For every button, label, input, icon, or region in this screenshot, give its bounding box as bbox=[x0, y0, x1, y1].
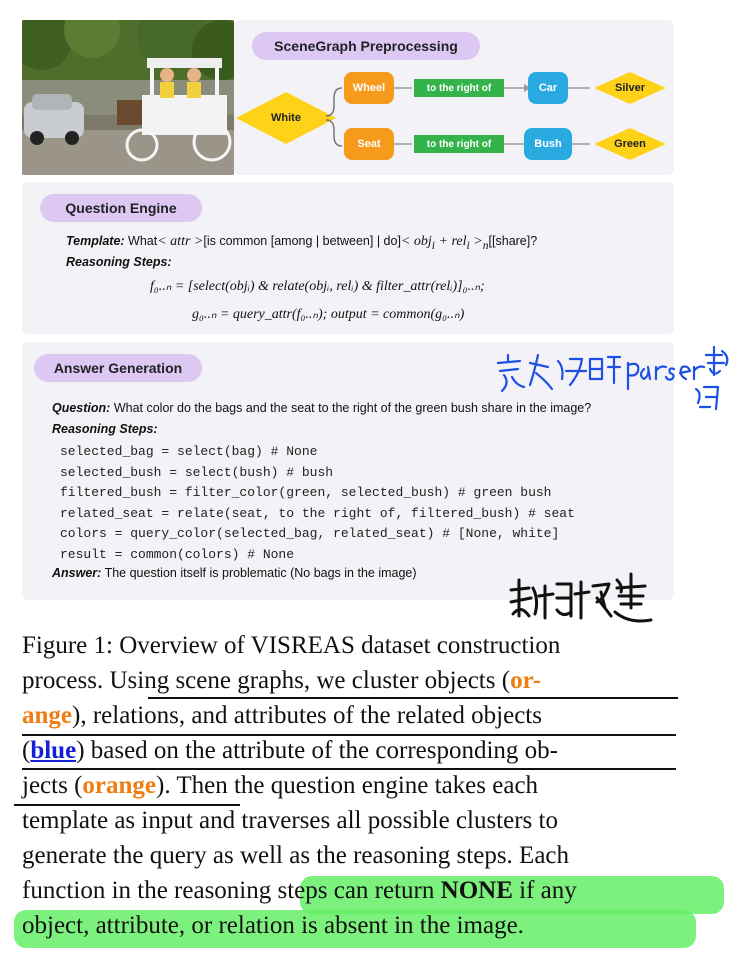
scene-photo-illustration bbox=[22, 20, 234, 175]
template-label: Template: bbox=[66, 234, 125, 248]
code-line: result = common(colors) # None bbox=[60, 546, 295, 562]
scene-graph-panel bbox=[234, 20, 674, 175]
template-attr-placeholder: < attr > bbox=[157, 234, 204, 249]
attribute-label-bottom: Green bbox=[614, 138, 646, 150]
question-engine-panel bbox=[22, 182, 674, 334]
code-line: filtered_bush = filter_color(green, selected_bush) # green bush bbox=[60, 485, 552, 501]
answer-generation-title: Answer Generation bbox=[34, 354, 202, 382]
answer-label: Answer: bbox=[52, 566, 102, 580]
question-engine-title: Question Engine bbox=[40, 194, 202, 222]
caption-line-6: template as input and traverses all possible clusters to bbox=[22, 807, 558, 834]
question-label: Question: bbox=[52, 401, 111, 415]
answer-line bbox=[52, 566, 417, 580]
question-text: What color do the bags and the seat to the right of the green bush share in the image? bbox=[110, 401, 592, 415]
caption-line-2: process. Using scene graphs, we cluster objects (or- bbox=[22, 667, 542, 694]
handwritten-parser-note-strokes bbox=[490, 333, 738, 423]
template-obj-placeholder: < $obj_i + rel_i >_n$ bbox=[400, 234, 489, 252]
code-line: selected_bush = select(bush) # bush bbox=[60, 464, 334, 480]
parser-note-text bbox=[490, 333, 491, 334]
relation-node-top: to the right of bbox=[414, 79, 504, 97]
code-block bbox=[60, 442, 575, 566]
caption-line-5: jects (orange). Then the question engine takes each bbox=[22, 772, 539, 799]
attribute-label-top: Silver bbox=[615, 82, 645, 94]
caption-line-1: Figure 1: Overview of VISREAS dataset construction bbox=[22, 632, 561, 659]
caption-line-9: object, attribute, or relation is absent in the image. bbox=[22, 912, 524, 939]
object-node-top: Wheel bbox=[344, 72, 394, 104]
scene-photo bbox=[22, 20, 234, 175]
code-line: selected_bag = select(bag) # None bbox=[60, 444, 318, 459]
caption-line-4: (blue) based on the attribute of the corresponding ob- bbox=[22, 737, 558, 764]
formula-f: f₀..ₙ = [select(objᵢ) & relate(objᵢ, relᵢ) & filter_attr(relᵢ)]₀..ₙ; bbox=[150, 279, 485, 294]
template-line bbox=[66, 234, 537, 252]
template-post: [[share]? bbox=[488, 234, 538, 248]
target-node-bottom: Bush bbox=[524, 128, 572, 160]
formula-g: g₀..ₙ = query_attr(f₀..ₙ); output = common(g₀..ₙ) bbox=[192, 307, 465, 322]
code-line: colors = query_color(selected_bag, related_seat) # [None, white] bbox=[60, 526, 560, 542]
template-mid: [is common [among | between] | do] bbox=[203, 234, 401, 248]
caption-line-7: generate the query as well as the reasoning steps. Each bbox=[22, 842, 570, 869]
object-node-bottom: Seat bbox=[344, 128, 394, 160]
handwritten-parser-note bbox=[490, 333, 738, 423]
data-note-text bbox=[505, 568, 506, 569]
handwritten-data-note-strokes bbox=[505, 568, 655, 630]
caption-line-8: function in the reasoning steps can return NONE if any bbox=[22, 877, 577, 904]
ag-reasoning-label: Reasoning Steps: bbox=[52, 422, 158, 436]
root-label: White bbox=[271, 112, 301, 124]
relation-node-bottom: to the right of bbox=[414, 135, 504, 153]
template-pre: What bbox=[124, 234, 158, 248]
caption-line-3: ange), relations, and attributes of the related objects bbox=[22, 702, 542, 729]
scene-graph-title: SceneGraph Preprocessing bbox=[252, 32, 480, 60]
answer-text: The question itself is problematic (No bags in the image) bbox=[101, 566, 417, 580]
code-line: related_seat = relate(seat, to the right of, filtered_bush) # seat bbox=[60, 505, 575, 521]
qe-reasoning-label: Reasoning Steps: bbox=[66, 255, 172, 269]
target-node-top: Car bbox=[528, 72, 568, 104]
handwritten-data-note bbox=[505, 568, 655, 630]
